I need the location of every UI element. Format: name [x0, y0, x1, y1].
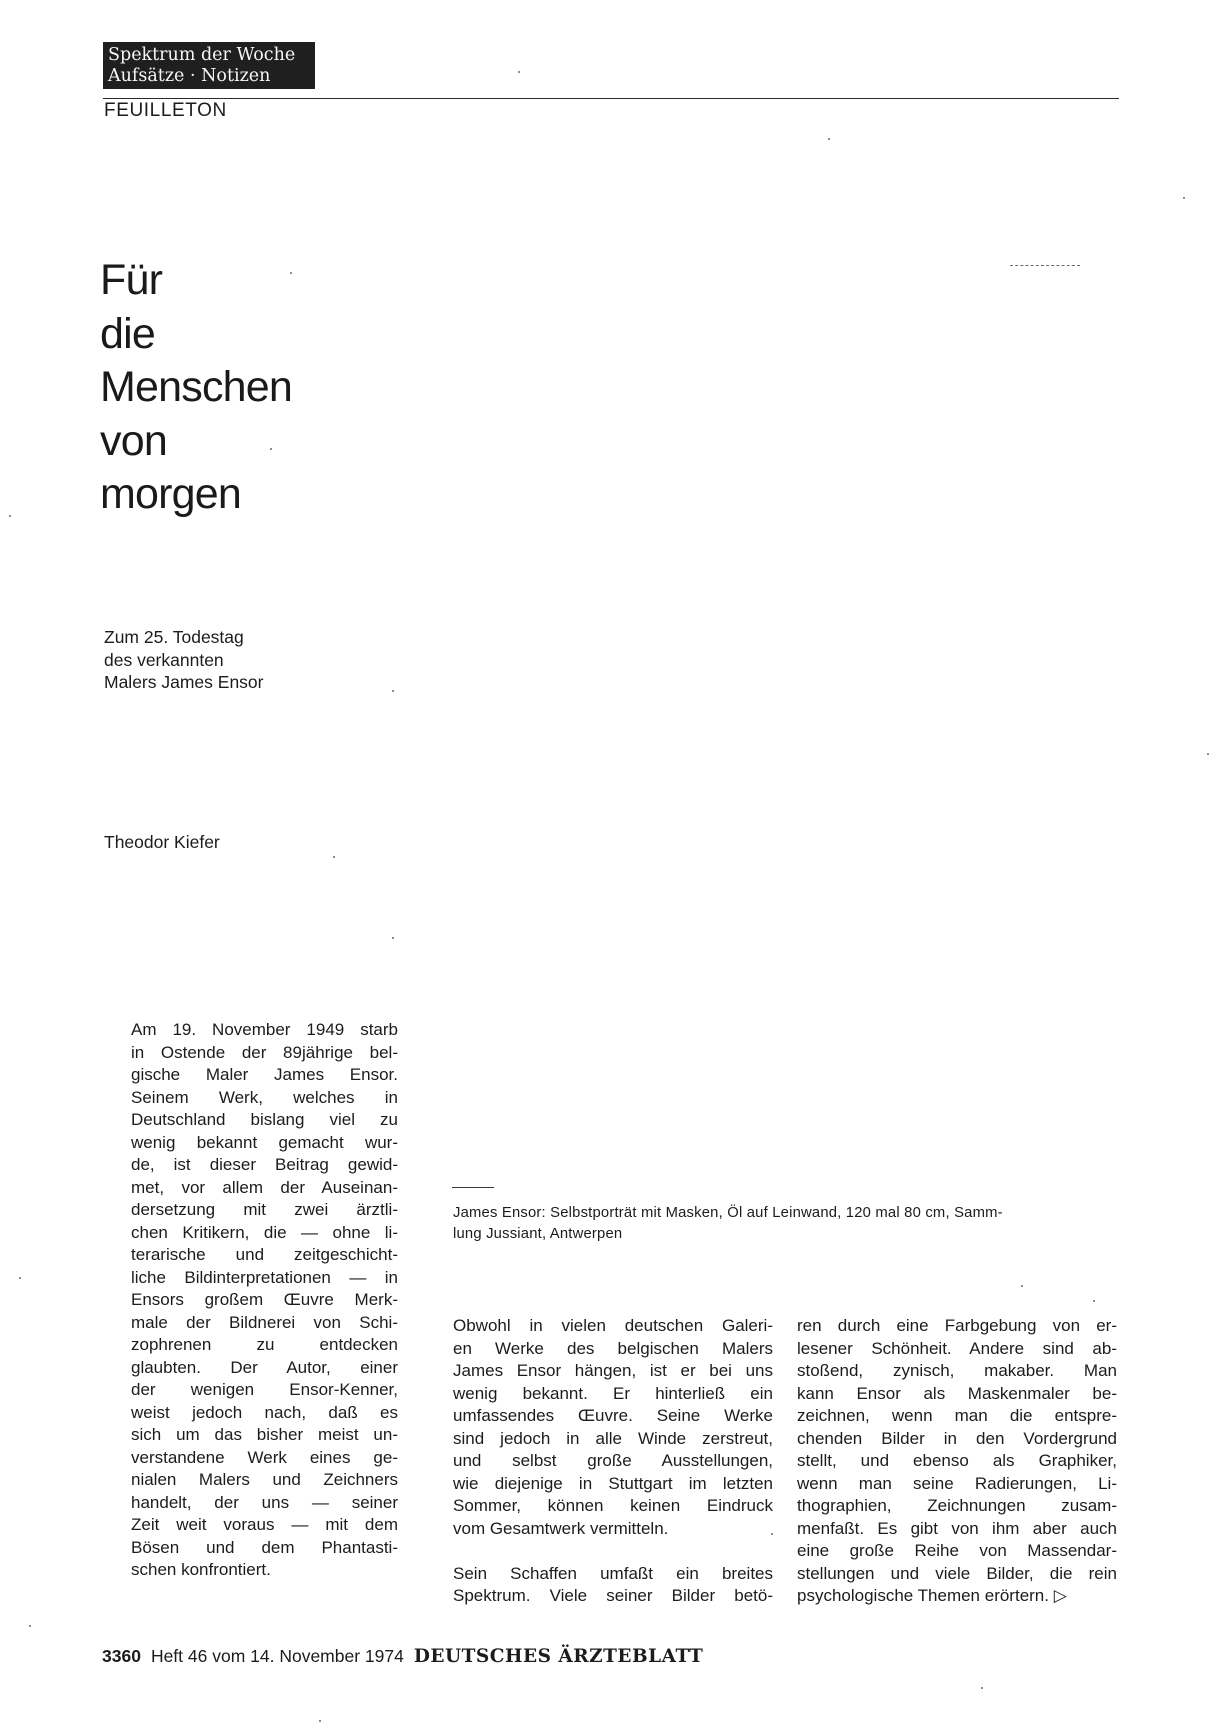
body-line: wie diejenige in Stuttgart im letzten: [453, 1473, 773, 1493]
subtitle-line: des verkannten: [104, 649, 224, 670]
scan-speck: [518, 71, 520, 73]
body-line: stellt, und ebenso als Graphiker,: [797, 1451, 1117, 1470]
header-rule: [103, 98, 1119, 99]
intro-line: glaubten. Der Autor, einer: [131, 1357, 398, 1377]
section-label: FEUILLETON: [104, 100, 227, 121]
caption-line: James Ensor: Selbstporträt mit Masken, Öl auf Leinwand, 120 mal 80 cm, Samm-: [453, 1205, 1003, 1221]
headline-line: morgen: [100, 470, 241, 518]
intro-line: der wenigen Ensor-Kenner,: [131, 1380, 398, 1399]
article-subtitle: [104, 626, 264, 694]
headline-line: die: [100, 309, 155, 358]
scan-speck: [1183, 197, 1185, 199]
scan-speck: [19, 1277, 21, 1279]
body-line: und selbst große Ausstellungen,: [453, 1451, 773, 1470]
scan-speck: [981, 1687, 983, 1689]
body-line: sind jedoch in alle Winde zerstreut,: [453, 1428, 773, 1448]
body-line: ren durch eine Farbgebung von er-: [797, 1316, 1117, 1335]
body-line: psychologische Themen erörtern. ▷: [797, 1586, 1067, 1605]
body-line: menfaßt. Es gibt von ihm aber auch: [797, 1518, 1117, 1538]
body-line: stellungen und viele Bilder, die rein: [797, 1563, 1117, 1583]
top-right-dash-mark: [1010, 265, 1080, 266]
intro-line: dersetzung mit zwei ärztli-: [131, 1200, 398, 1219]
intro-line: de, ist dieser Beitrag gewid-: [131, 1155, 398, 1174]
intro-line: zophrenen zu entdecken: [131, 1335, 398, 1354]
scan-speck: [828, 138, 830, 140]
intro-line: male der Bildnerei von Schi-: [131, 1312, 398, 1332]
scan-speck: [1207, 753, 1209, 755]
body-line: lesener Schönheit. Andere sind ab-: [797, 1338, 1117, 1358]
paragraph-gap: [453, 1540, 773, 1563]
intro-line: sich um das bisher meist un-: [131, 1425, 398, 1444]
body-line: kann Ensor als Maskenmaler be-: [797, 1383, 1117, 1403]
scan-speck: [1021, 1285, 1023, 1287]
body-line: chenden Bilder in den Vordergrund: [797, 1428, 1117, 1448]
intro-line: verstandene Werk eines ge-: [131, 1447, 398, 1467]
body-line: umfassendes Œuvre. Seine Werke: [453, 1406, 773, 1425]
body-line: en Werke des belgischen Malers: [453, 1338, 773, 1358]
subtitle-line: Zum 25. Todestag: [104, 627, 244, 647]
author-byline: Theodor Kiefer: [104, 832, 220, 852]
intro-line: liche Bildinterpretationen — in: [131, 1267, 398, 1287]
intro-line: handelt, der uns — seiner: [131, 1492, 398, 1512]
scan-speck: [290, 272, 292, 274]
intro-line: met, vor allem der Auseinan-: [131, 1177, 398, 1197]
article-headline: [100, 254, 292, 522]
intro-line: in Ostende der 89jährige bel-: [131, 1042, 398, 1062]
intro-line: terarische und zeitgeschicht-: [131, 1245, 398, 1264]
intro-line: chen Kritikern, die — ohne li-: [131, 1222, 398, 1242]
body-line: Obwohl in vielen deutschen Galeri-: [453, 1316, 773, 1335]
body-line: wenn man seine Radierungen, Li-: [797, 1473, 1117, 1493]
body-line: wenig bekannt. Er hinterließ ein: [453, 1383, 773, 1403]
body-line: James Ensor hängen, ist er bei uns: [453, 1361, 773, 1380]
page-footer: [102, 1646, 703, 1667]
intro-line: gische Maler James Ensor.: [131, 1065, 398, 1084]
scan-speck: [9, 515, 11, 517]
intro-line: Seinem Werk, welches in: [131, 1087, 398, 1107]
intro-line: wenig bekannt gemacht wur-: [131, 1132, 398, 1152]
body-line: eine große Reihe von Massendar-: [797, 1541, 1117, 1560]
intro-paragraph: [131, 1019, 398, 1582]
headline-line: Für: [100, 256, 163, 304]
body-column-2: [797, 1315, 1117, 1608]
badge-line-1: Spektrum der Woche: [108, 45, 296, 65]
caption-dash-mark: [452, 1187, 494, 1188]
intro-line: Ensors großem Œuvre Merk-: [131, 1290, 398, 1309]
intro-line: nialen Malers und Zeichners: [131, 1470, 398, 1489]
intro-line: Am 19. November 1949 starb: [131, 1020, 398, 1039]
subtitle-line: Malers James Ensor: [104, 672, 264, 692]
scan-speck: [29, 1625, 31, 1627]
scan-speck: [392, 690, 394, 692]
body-line: Spektrum. Viele seiner Bilder betö-: [453, 1586, 773, 1605]
intro-line: Bösen und dem Phantasti-: [131, 1537, 398, 1557]
scan-speck: [333, 856, 335, 858]
issue-info: Heft 46 vom 14. November 1974: [150, 1646, 404, 1666]
body-column-1: [453, 1315, 773, 1608]
body-line: Sommer, können keinen Eindruck: [453, 1496, 773, 1515]
body-line: vom Gesamtwerk vermitteln.: [453, 1518, 669, 1538]
page-number: 3360: [102, 1646, 141, 1666]
badge-line-2: Aufsätze · Notizen: [108, 66, 271, 86]
masthead: DEUTSCHES ÄRZTEBLATT: [413, 1646, 704, 1667]
scan-speck: [319, 1720, 321, 1722]
scan-speck: [771, 1533, 773, 1535]
caption-line: lung Jussiant, Antwerpen: [453, 1226, 623, 1242]
body-line: thographien, Zeichnungen zusam-: [797, 1496, 1117, 1515]
body-line: zeichnen, wenn man die entspre-: [797, 1406, 1117, 1425]
section-badge: [103, 42, 315, 89]
body-line: stoßend, zynisch, makaber. Man: [797, 1361, 1117, 1380]
headline-line: von: [100, 416, 167, 465]
headline-line: Menschen: [100, 363, 292, 411]
scan-speck: [392, 937, 394, 939]
intro-line: Deutschland bislang viel zu: [131, 1110, 398, 1129]
scan-speck: [1093, 1300, 1095, 1302]
image-caption: [453, 1203, 1123, 1245]
intro-line: Zeit weit voraus — mit dem: [131, 1515, 398, 1534]
intro-line: schen konfrontiert.: [131, 1560, 271, 1579]
intro-line: weist jedoch nach, daß es: [131, 1402, 398, 1422]
scan-speck: [270, 448, 272, 450]
body-line: Sein Schaffen umfaßt ein breites: [453, 1563, 773, 1583]
